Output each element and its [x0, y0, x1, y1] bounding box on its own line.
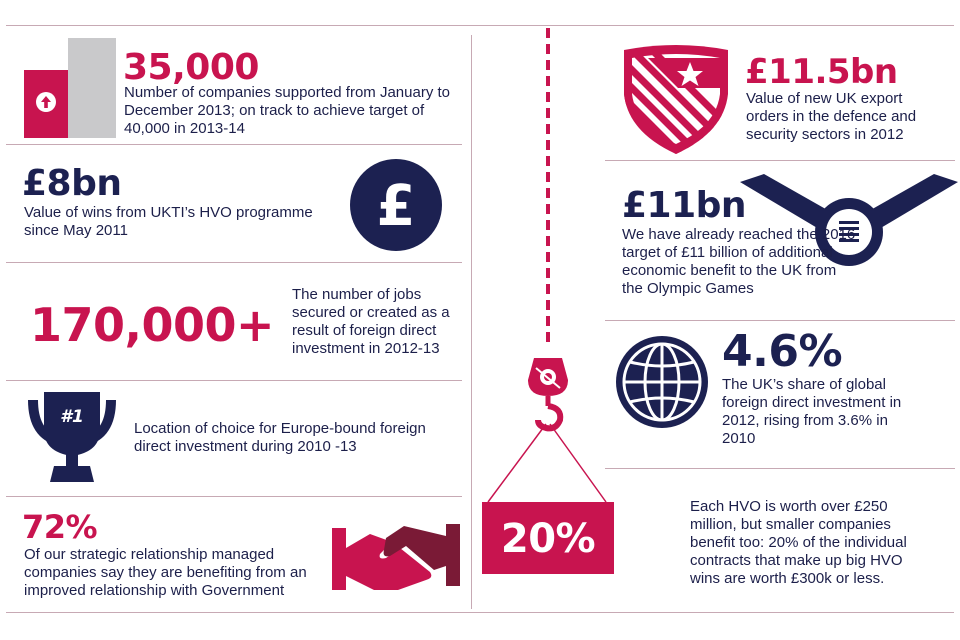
- crane-hook-icon: [478, 28, 618, 574]
- location-text: Location of choice for Europe-bound foreign direct investment during 2010 -13: [134, 420, 426, 455]
- column-divider: [471, 35, 472, 609]
- svg-text:£: £: [376, 174, 416, 239]
- divider: [605, 320, 955, 321]
- jobs-figure: 170,000+: [30, 298, 275, 352]
- jobs-text: The number of jobs secured or created as a result of foreign direct investment in 2012-13: [292, 286, 450, 357]
- smaller-figure: 20%: [500, 516, 596, 562]
- relationship-text: Of our strategic relationship managed companies say they are benefiting from an improved relationship with Government: [24, 546, 307, 599]
- shield-star-icon: [620, 44, 732, 156]
- divider: [605, 468, 955, 469]
- fdi-share-text: The UK’s share of global foreign direct investment in 2012, rising from 3.6% in 2010: [722, 376, 902, 447]
- smaller-text: Each HVO is worth over £250 million, but smaller companies benefit too: 20% of the individual contracts that make up big HVO wins are worth £300k or less.: [690, 498, 907, 587]
- handshake-icon: [330, 520, 462, 592]
- olympic-text: We have already reached the 2016 target of £11 billion of additional economic benefit to the UK from the Olympic Games: [622, 226, 856, 297]
- companies-text: Number of companies supported from January to December 2013; on track to achieve target of 40,000 in 2013-14: [124, 84, 450, 137]
- divider: [605, 160, 955, 161]
- trophy-label: #1: [60, 407, 84, 427]
- globe-icon: [614, 334, 710, 430]
- fdi-share-figure: 4.6%: [722, 326, 843, 377]
- relationship-figure: 72%: [22, 508, 98, 546]
- trophy-icon: [24, 390, 120, 486]
- defence-figure: £11.5bn: [745, 52, 898, 92]
- defence-text: Value of new UK export orders in the defence and security sectors in 2012: [746, 90, 917, 143]
- divider: [6, 380, 462, 381]
- divider: [6, 612, 954, 613]
- hvo-figure: £8bn: [22, 163, 122, 204]
- companies-figure: 35,000: [123, 47, 259, 88]
- divider: [6, 144, 462, 145]
- divider: [6, 262, 462, 263]
- up-arrow-bar-icon: [24, 38, 116, 138]
- olympic-figure: £11bn: [622, 185, 747, 226]
- divider: [6, 25, 954, 26]
- divider: [6, 496, 462, 497]
- hvo-text: Value of wins from UKTI’s HVO programme since May 2011: [24, 204, 313, 239]
- pound-icon: [350, 159, 442, 251]
